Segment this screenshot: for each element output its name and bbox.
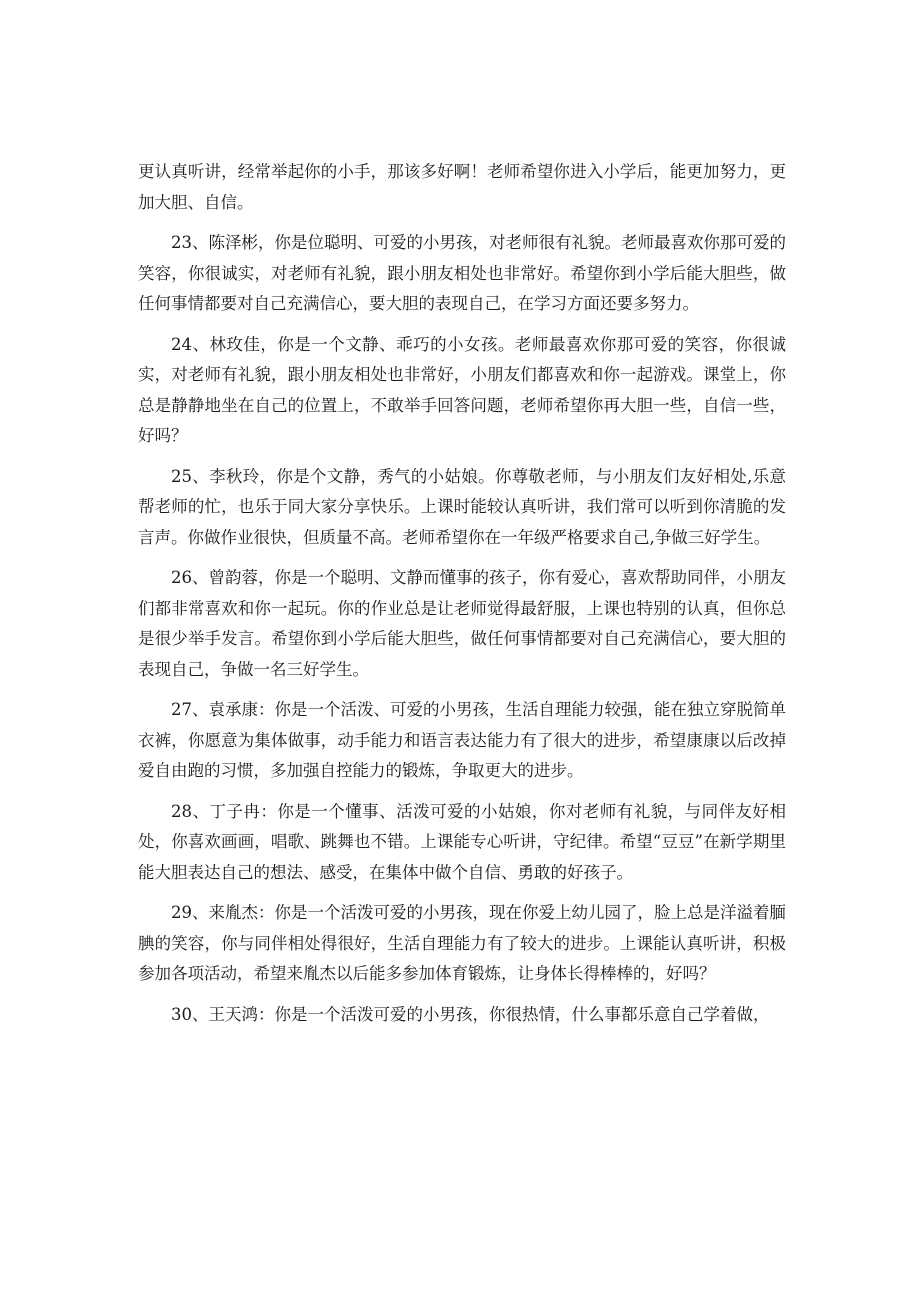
paragraph-29: 29、来胤杰：你是一个活泼可爱的小男孩，现在你爱上幼儿园了，脸上总是洋溢着腼腆的笑容，你与同伴相处得很好，生活自理能力有了较大的进步。上课能认真听讲，积极参加各项活动，希望来胤杰以后能多参加体育锻炼，让身体长得棒棒的，好吗？ <box>138 903 786 983</box>
paragraph-26: 26、曾韵蓉，你是一个聪明、文静而懂事的孩子，你有爱心，喜欢帮助同伴，小朋友们都非常喜欢和你一起玩。你的作业总是让老师觉得最舒服，上课也特别的认真，但你总是很少举手发言。希望你到小学后能大胆些，做任何事情都要对自己充满信心，要大胆的表现自己，争做一名三好学生。 <box>138 568 786 679</box>
paragraph-24: 24、林玫佳，你是一个文静、乖巧的小女孩。老师最喜欢你那可爱的笑容，你很诚实，对老师有礼貌，跟小朋友相处也非常好，小朋友们都喜欢和你一起游戏。课堂上，你总是静静地坐在自己的位置上，不敢举手回答问题，老师希望你再大胆一些，自信一些，好吗？ <box>138 334 786 445</box>
paragraph-continued: 更认真听讲，经常举起你的小手，那该多好啊！老师希望你进入小学后，能更加努力，更加大胆、自信。 <box>138 162 786 212</box>
paragraph-28: 28、丁子冉：你是一个懂事、活泼可爱的小姑娘，你对老师有礼貌，与同伴友好相处，你喜欢画画，唱歌、跳舞也不错。上课能专心听讲，守纪律。希望“豆豆”在新学期里能大胆表达自己的想法、感受，在集体中做个自信、勇敢的好孩子。 <box>138 801 786 882</box>
paragraph-25: 25、李秋玲，你是个文静，秀气的小姑娘。你尊敬老师，与小朋友们友好相处,乐意帮老师的忙，也乐于同大家分享快乐。上课时能较认真听讲，我们常可以听到你清脆的发言声。你做作业很快，但质量不高。老师希望你在一年级严格要求自己,争做三好学生。 <box>138 466 786 547</box>
paragraph-23: 23、陈泽彬，你是位聪明、可爱的小男孩，对老师很有礼貌。老师最喜欢你那可爱的笑容，你很诚实，对老师有礼貌，跟小朋友相处也非常好。希望你到小学后能大胆些，做任何事情都要对自己充满信心，要大胆的表现自己，在学习方面还要多努力。 <box>138 233 786 313</box>
paragraph-30: 30、王天鸿：你是一个活泼可爱的小男孩，你很热情，什么事都乐意自己学着做， <box>171 1004 770 1024</box>
paragraph-27: 27、袁承康：你是一个活泼、可爱的小男孩，生活自理能力较强，能在独立穿脱简单衣裤，你愿意为集体做事，动手能力和语言表达能力有了很大的进步，希望康康以后改掉爱自由跑的习惯，多加强自控能力的锻炼，争取更大的进步。 <box>138 700 786 780</box>
document-body <box>138 157 786 1040</box>
